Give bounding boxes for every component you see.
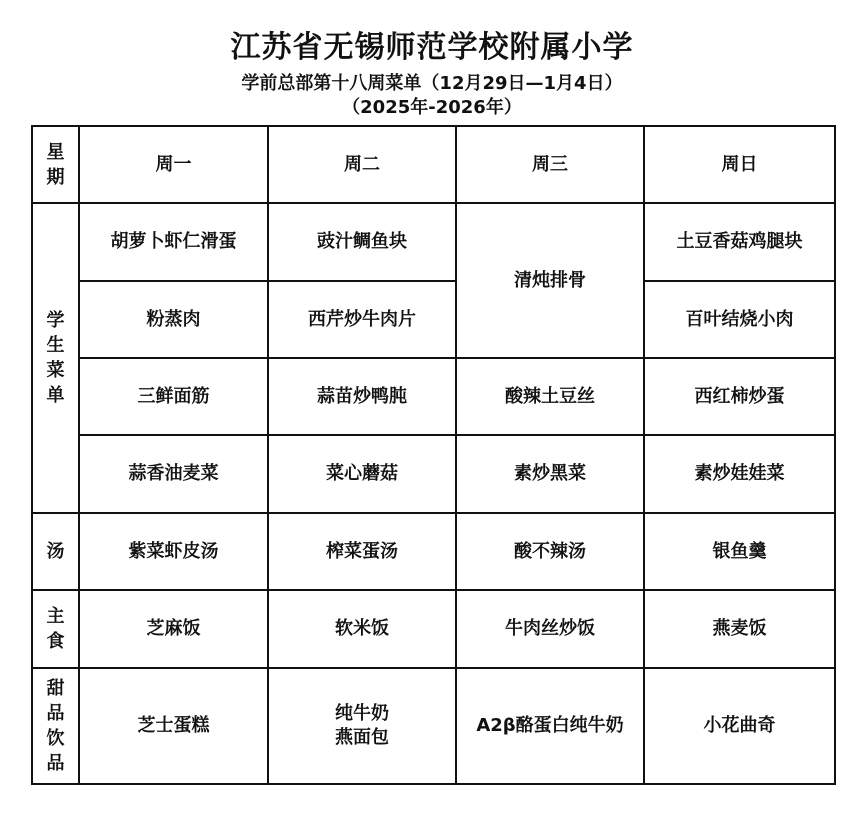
menu-cell: 西芹炒牛肉片: [268, 281, 456, 358]
document-subtitle: 学前总部第十八周菜单（12月29日—1月4日）: [241, 73, 623, 94]
soup-cell: 银鱼羹: [644, 513, 835, 590]
soup-cell: 酸不辣汤: [456, 513, 644, 590]
soup-row: [32, 513, 835, 590]
menu-cell: 素炒黑菜: [456, 435, 644, 513]
staple-row: [32, 590, 835, 668]
day-header-wed: 周三: [456, 126, 644, 203]
weekly-menu-table: [31, 125, 836, 785]
section-label-dessert: 甜品饮品: [32, 668, 79, 784]
staple-cell: 牛肉丝炒饭: [456, 590, 644, 668]
dessert-item: 燕面包: [335, 727, 389, 748]
day-header-mon: 周一: [79, 126, 268, 203]
menu-cell: 蒜香油麦菜: [79, 435, 268, 513]
section-label-soup: 汤: [32, 513, 79, 590]
menu-cell: 胡萝卜虾仁滑蛋: [79, 203, 268, 281]
dessert-cell: [268, 668, 456, 784]
header-row: [32, 126, 835, 203]
document-title: 江苏省无锡师范学校附属小学: [230, 30, 634, 65]
menu-cell: 三鲜面筋: [79, 358, 268, 435]
academic-year: （2025年-2026年）: [342, 97, 522, 118]
table-row: [32, 203, 835, 281]
soup-cell: 紫菜虾皮汤: [79, 513, 268, 590]
table-row: [32, 435, 835, 513]
menu-cell: 土豆香菇鸡腿块: [644, 203, 835, 281]
soup-cell: 榨菜蛋汤: [268, 513, 456, 590]
dessert-item: A2β酪蛋白纯牛奶: [476, 715, 624, 736]
day-header-tue: 周二: [268, 126, 456, 203]
menu-cell: 菜心蘑菇: [268, 435, 456, 513]
dessert-cell: [456, 668, 644, 784]
staple-cell: 燕麦饭: [644, 590, 835, 668]
dessert-item: 纯牛奶: [335, 703, 389, 724]
menu-cell: 豉汁鲷鱼块: [268, 203, 456, 281]
menu-cell: 蒜苗炒鸭肫: [268, 358, 456, 435]
section-label-staple: 主食: [32, 590, 79, 668]
dessert-item: 小花曲奇: [703, 715, 776, 736]
dessert-item: 芝士蛋糕: [137, 715, 210, 736]
menu-cell: 素炒娃娃菜: [644, 435, 835, 513]
dessert-cell: [79, 668, 268, 784]
dessert-row: [32, 668, 835, 784]
menu-cell: 百叶结烧小肉: [644, 281, 835, 358]
menu-cell: 西红柿炒蛋: [644, 358, 835, 435]
menu-cell: 酸辣土豆丝: [456, 358, 644, 435]
staple-cell: 芝麻饭: [79, 590, 268, 668]
menu-cell: 粉蒸肉: [79, 281, 268, 358]
dessert-cell: [644, 668, 835, 784]
staple-cell: 软米饭: [268, 590, 456, 668]
table-row: [32, 281, 835, 358]
section-label-student-menu: 学生菜单: [32, 203, 79, 513]
weekday-corner-label: 星期: [32, 126, 79, 203]
table-row: [32, 358, 835, 435]
menu-cell-merged: 清炖排骨: [456, 203, 644, 358]
day-header-sun: 周日: [644, 126, 835, 203]
